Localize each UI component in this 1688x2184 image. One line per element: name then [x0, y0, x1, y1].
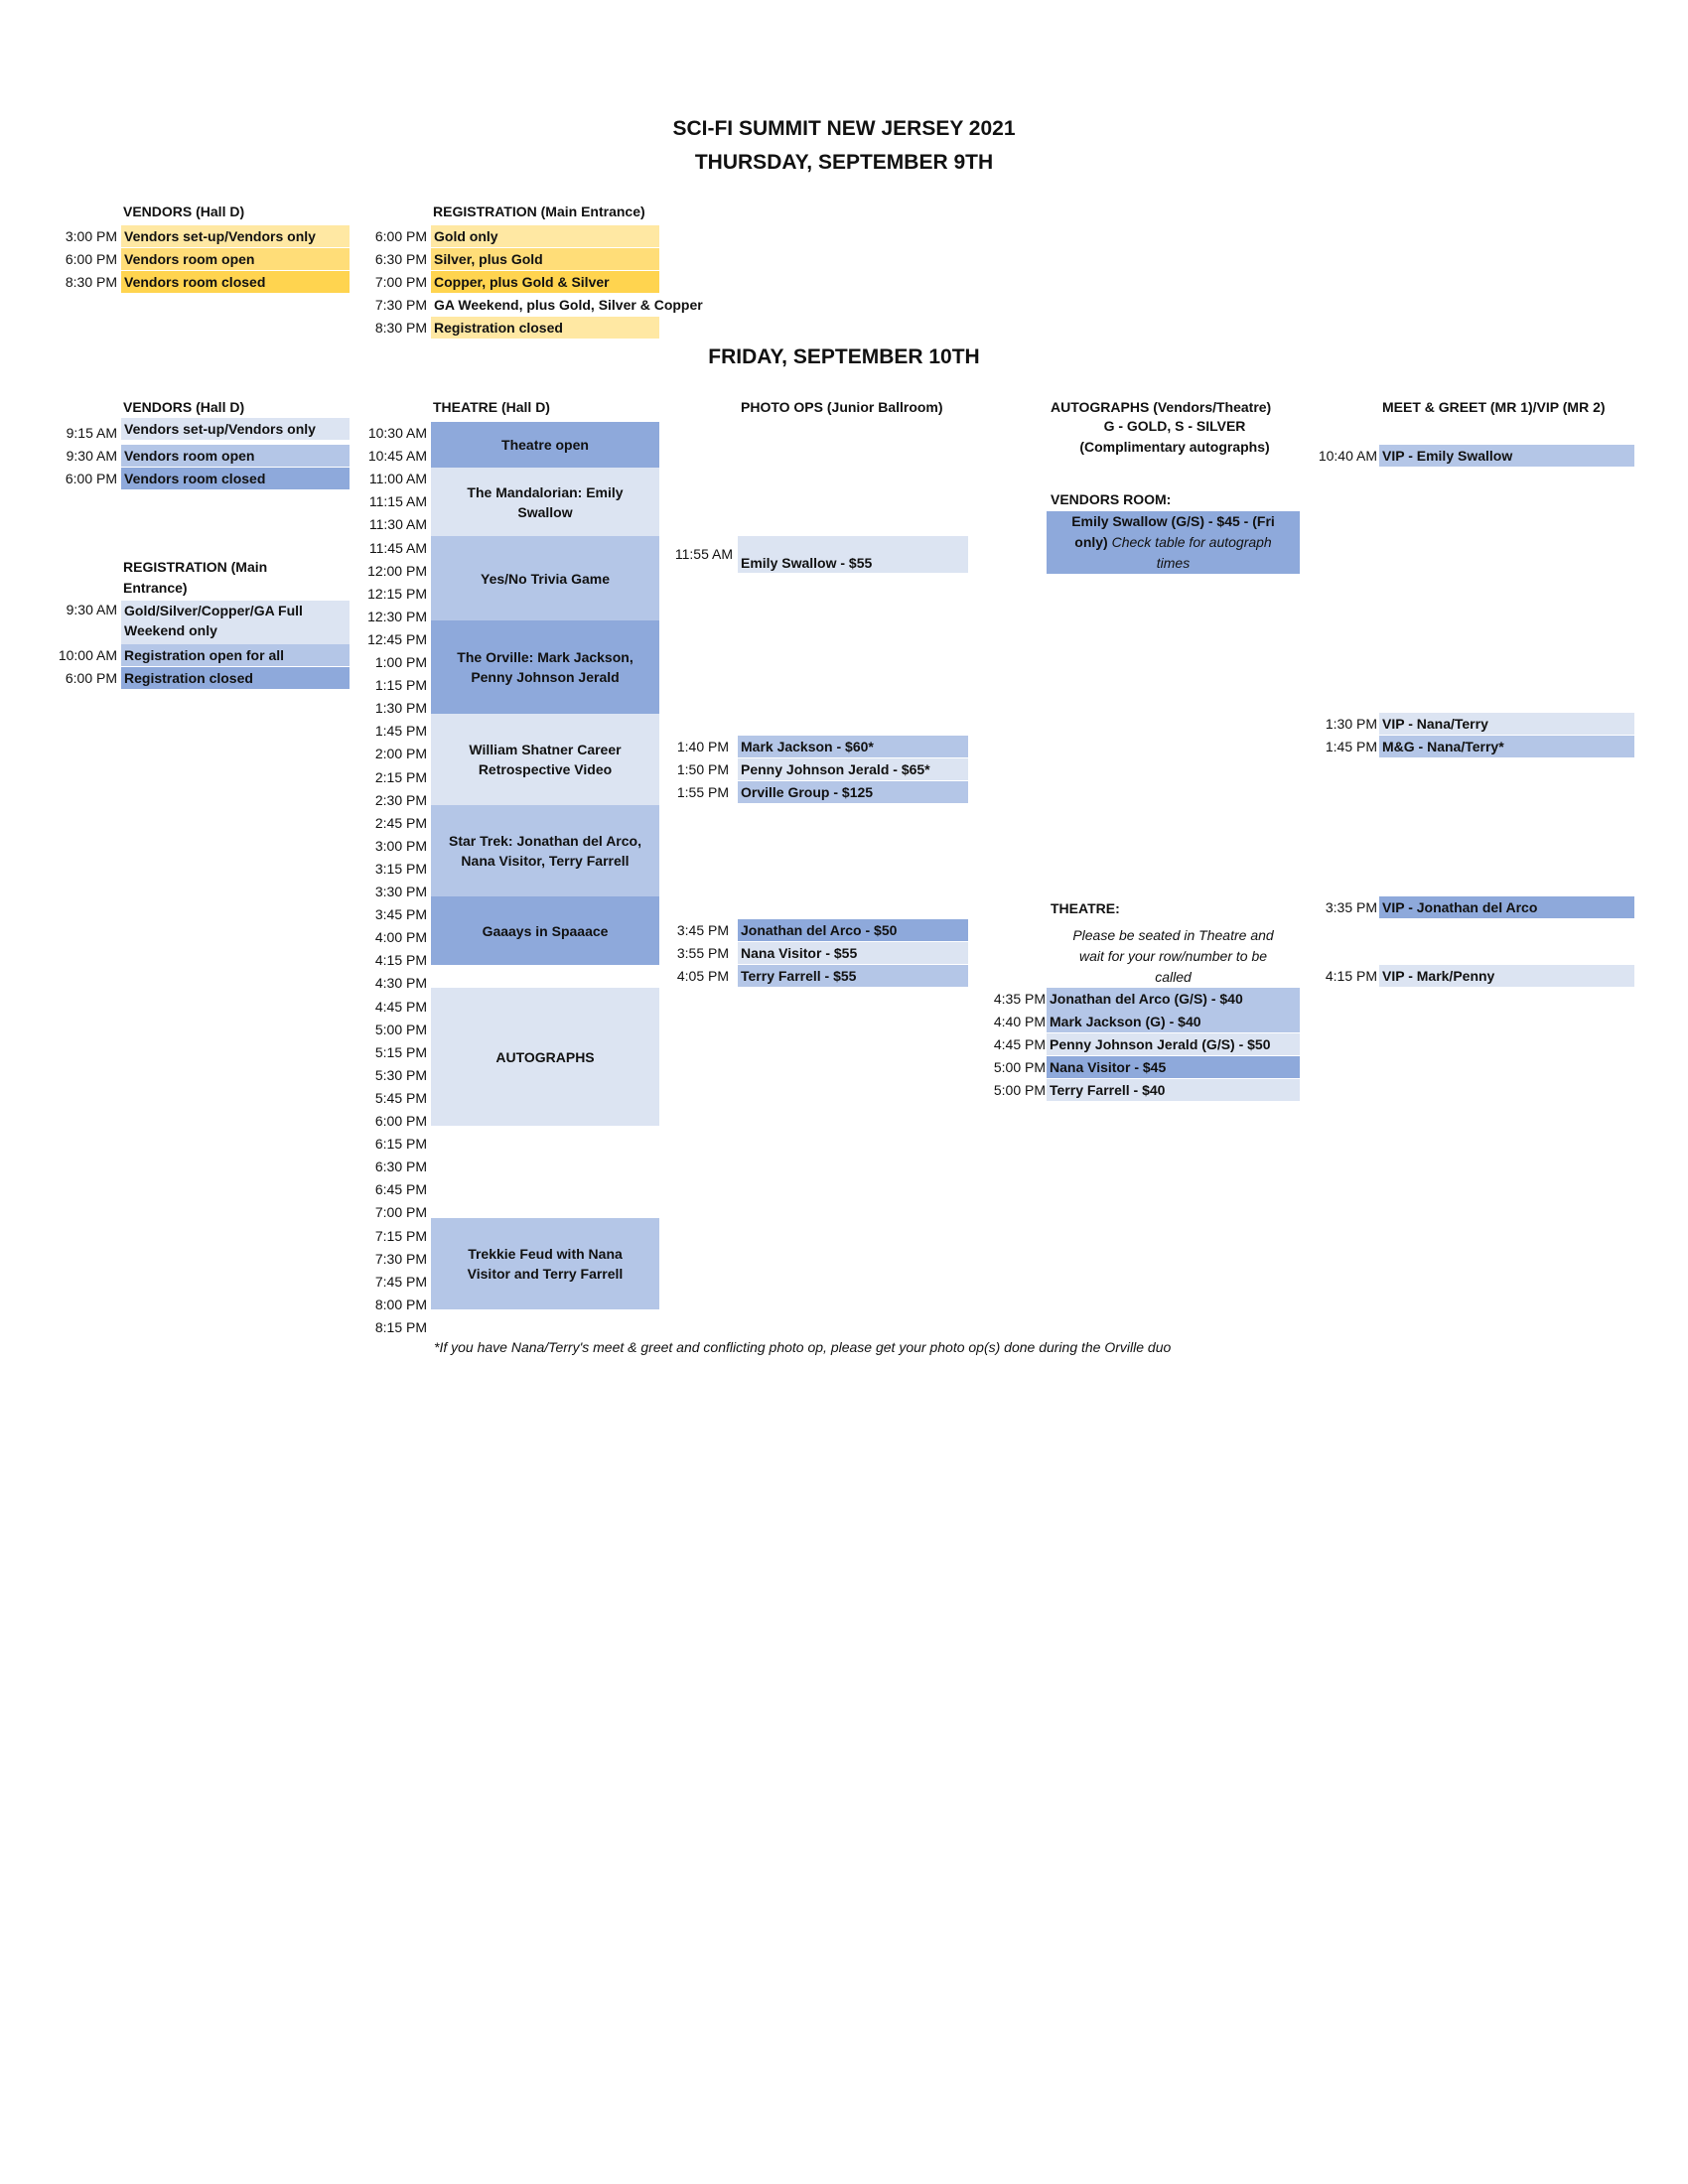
time-label: 3:45 PM — [676, 922, 729, 938]
theatre-event-block — [431, 1218, 659, 1309]
theatre-footnote: *If you have Nana/Terry's meet & greet and conflicting photo op, please get your photo op(s) done during the Orville duo — [434, 1339, 1172, 1355]
theatre-time-label: 12:45 PM — [367, 630, 427, 647]
theatre-event-block — [431, 620, 659, 714]
event-line: The Mandalorian: Emily — [467, 483, 624, 500]
theatre-time-label: 3:30 PM — [374, 884, 427, 899]
thursday-heading: THURSDAY, SEPTEMBER 9TH — [694, 151, 994, 174]
theatre-time-label: 2:15 PM — [374, 768, 427, 785]
time-label: 8:30 PM — [65, 274, 117, 290]
schedule-cell: Registration open for all — [121, 644, 350, 666]
theatre-time-label: 4:15 PM — [374, 952, 427, 969]
theatre-autographs-header: THEATRE: — [1051, 900, 1120, 916]
schedule-cell: Registration closed — [431, 317, 659, 339]
time-label: 4:40 PM — [993, 1014, 1046, 1029]
time-label: 6:00 PM — [65, 251, 117, 267]
schedule-cell: M&G - Nana/Terry* — [1379, 736, 1634, 757]
event-line: Swallow — [517, 503, 573, 520]
theatre-time-label: 7:15 PM — [374, 1227, 427, 1244]
theatre-time-label: 8:00 PM — [374, 1296, 427, 1312]
schedule-cell: Registration closed — [121, 667, 350, 689]
event-line: Theatre open — [501, 437, 589, 453]
theatre-event-block — [431, 988, 659, 1126]
schedule-cell — [121, 601, 350, 644]
theatre-time-label: 11:45 AM — [368, 539, 427, 556]
theatre-time-label: 12:15 PM — [367, 585, 427, 602]
block-line-italic: Check table for autograph — [1107, 534, 1272, 550]
time-label: 1:55 PM — [676, 784, 729, 800]
schedule-cell: Silver, plus Gold — [431, 248, 659, 270]
schedule-cell: VIP - Nana/Terry — [1379, 713, 1634, 735]
autographs-header-line1: AUTOGRAPHS (Vendors/Theatre) — [1051, 399, 1272, 415]
block-line-italic: times — [1156, 555, 1191, 571]
block-line-row — [1071, 532, 1275, 553]
friday-vendors-header: VENDORS (Hall D) — [123, 399, 245, 415]
theatre-time-label: 11:15 AM — [368, 493, 427, 510]
event-line: Star Trek: Jonathan del Arco, — [449, 833, 641, 849]
time-label: 5:00 PM — [993, 1059, 1046, 1075]
theatre-header: THEATRE (Hall D) — [433, 399, 550, 415]
theatre-time-label: 7:45 PM — [374, 1273, 427, 1290]
time-label: 9:15 AM — [66, 425, 117, 441]
time-label: 1:40 PM — [676, 739, 729, 754]
autographs-header-line2: G - GOLD, S - SILVER — [1103, 418, 1246, 434]
time-label: 4:45 PM — [993, 1036, 1046, 1052]
theatre-time-label: 2:30 PM — [374, 791, 427, 808]
schedule-cell-line: Gold/Silver/Copper/GA Full — [124, 603, 303, 618]
event-line: Nana Visitor, Terry Farrell — [461, 853, 630, 869]
thursday-registration-header: REGISTRATION (Main Entrance) — [433, 204, 645, 219]
theatre-time-label: 2:45 PM — [374, 814, 427, 831]
schedule-cell: Orville Group - $125 — [738, 781, 968, 803]
theatre-time-label: 6:00 PM — [374, 1113, 427, 1129]
schedule-cell: VIP - Jonathan del Arco — [1379, 896, 1634, 918]
schedule-cell: Vendors room open — [121, 248, 350, 270]
vendors-room-header: VENDORS ROOM: — [1051, 491, 1172, 507]
event-line: AUTOGRAPHS — [495, 1048, 595, 1065]
theatre-time-label: 4:30 PM — [374, 975, 427, 992]
schedule-cell: Vendors set-up/Vendors only — [121, 225, 350, 247]
schedule-cell: Terry Farrell - $55 — [738, 965, 968, 987]
theatre-time-label: 3:00 PM — [374, 837, 427, 854]
theatre-time-label: 5:00 PM — [374, 1021, 427, 1037]
time-label: 7:00 PM — [374, 274, 427, 290]
note-line: called — [1155, 969, 1192, 985]
event-line: The Orville: Mark Jackson, — [457, 649, 633, 665]
theatre-event-block — [431, 805, 659, 896]
theatre-time-label: 1:00 PM — [374, 654, 427, 670]
schedule-cell: Nana Visitor - $45 — [1047, 1056, 1300, 1078]
time-label: 3:00 PM — [65, 228, 117, 244]
theatre-time-label: 7:00 PM — [374, 1204, 427, 1221]
schedule-cell: Emily Swallow - $55 — [738, 536, 968, 573]
theatre-event-block — [431, 422, 659, 468]
time-label: 3:35 PM — [1325, 899, 1377, 915]
time-label: 3:55 PM — [676, 945, 729, 961]
theatre-time-label: 10:45 AM — [367, 448, 427, 465]
time-label: 1:45 PM — [1325, 739, 1377, 754]
theatre-time-label: 12:30 PM — [367, 608, 427, 624]
schedule-cell: Nana Visitor - $55 — [738, 942, 968, 964]
theatre-autographs-note — [1047, 925, 1300, 988]
schedule-cell: Mark Jackson - $60* — [738, 736, 968, 757]
photo-ops-header: PHOTO OPS (Junior Ballroom) — [741, 399, 943, 415]
autographs-header-line3: (Complimentary autographs) — [1079, 439, 1270, 455]
schedule-cell: Vendors room closed — [121, 271, 350, 293]
theatre-time-label: 6:45 PM — [374, 1181, 427, 1198]
theatre-time-label: 4:00 PM — [374, 929, 427, 946]
theatre-time-label: 6:15 PM — [374, 1136, 427, 1153]
time-label: 5:00 PM — [993, 1082, 1046, 1098]
time-label: 6:00 PM — [374, 228, 427, 244]
theatre-time-label: 11:00 AM — [368, 471, 427, 487]
schedule-cell: Vendors set-up/Vendors only — [121, 418, 350, 440]
time-label: 9:30 AM — [66, 448, 117, 464]
theatre-event-block — [431, 468, 659, 536]
schedule-cell: Vendors room closed — [121, 468, 350, 489]
event-line: Retrospective Video — [478, 761, 613, 777]
time-label: 4:05 PM — [676, 968, 729, 984]
event-line: William Shatner Career — [469, 742, 622, 757]
theatre-time-label: 8:15 PM — [374, 1318, 427, 1335]
note-line: Please be seated in Theatre and — [1072, 927, 1274, 943]
time-label: 6:30 PM — [374, 251, 427, 267]
event-line: Penny Johnson Jerald — [471, 669, 620, 685]
time-label: 4:15 PM — [1325, 968, 1377, 984]
theatre-time-label: 3:15 PM — [374, 860, 427, 877]
time-label: 4:35 PM — [993, 991, 1046, 1007]
event-line: Gaaays in Spaaace — [482, 922, 609, 939]
schedule-cell: Gold only — [431, 225, 659, 247]
theatre-event-block — [431, 536, 659, 620]
theatre-time-label: 1:45 PM — [374, 723, 427, 740]
schedule-cell: Terry Farrell - $40 — [1047, 1079, 1300, 1101]
theatre-time-label: 3:45 PM — [374, 906, 427, 923]
schedule-cell: Penny Johnson Jerald - $65* — [738, 758, 968, 780]
time-label: 8:30 PM — [374, 320, 427, 336]
page-title: SCI-FI SUMMIT NEW JERSEY 2021 — [672, 117, 1016, 140]
schedule-cell: Copper, plus Gold & Silver — [431, 271, 659, 293]
schedule-cell: Jonathan del Arco (G/S) - $40 — [1047, 988, 1300, 1032]
time-label: 1:50 PM — [676, 761, 729, 777]
schedule-cell: GA Weekend, plus Gold, Silver & Copper — [434, 297, 703, 313]
time-label: 10:00 AM — [58, 647, 117, 663]
theatre-time-label: 12:00 PM — [367, 562, 427, 579]
theatre-time-label: 7:30 PM — [374, 1250, 427, 1267]
vendors-room-autograph-block — [1047, 511, 1300, 574]
block-line: only) — [1074, 534, 1108, 550]
theatre-event-block — [431, 714, 659, 805]
friday-heading: FRIDAY, SEPTEMBER 10TH — [708, 345, 980, 368]
schedule-cell-line: Weekend only — [124, 622, 217, 638]
theatre-time-label: 1:15 PM — [374, 677, 427, 694]
theatre-time-label: 1:30 PM — [374, 700, 427, 717]
time-label: 10:40 AM — [1318, 448, 1377, 464]
theatre-time-label: 5:45 PM — [374, 1089, 427, 1106]
schedule-cell: VIP - Mark/Penny — [1379, 965, 1634, 987]
schedule-cell: Vendors room open — [121, 445, 350, 467]
time-label: 11:55 AM — [674, 546, 733, 562]
theatre-time-label: 5:30 PM — [374, 1066, 427, 1083]
event-line: Visitor and Terry Farrell — [467, 1266, 624, 1282]
schedule-cell: Penny Johnson Jerald (G/S) - $50 — [1047, 1033, 1300, 1055]
block-line: Emily Swallow (G/S) - $45 - (Fri — [1071, 513, 1275, 529]
time-label: 1:30 PM — [1325, 716, 1377, 732]
time-label: 7:30 PM — [374, 297, 427, 313]
thursday-vendors-header: VENDORS (Hall D) — [123, 204, 245, 219]
event-line: Yes/No Trivia Game — [481, 570, 610, 587]
friday-registration-header-line2: Entrance) — [123, 580, 188, 596]
schedule-cell: Jonathan del Arco - $50 — [738, 919, 968, 941]
schedule-cell: VIP - Emily Swallow — [1379, 445, 1634, 467]
meet-greet-header: MEET & GREET (MR 1)/VIP (MR 2) — [1382, 399, 1606, 415]
event-line: Trekkie Feud with Nana — [468, 1246, 623, 1262]
note-line: wait for your row/number to be — [1078, 948, 1268, 964]
theatre-time-label: 5:15 PM — [374, 1043, 427, 1060]
theatre-time-label: 4:45 PM — [374, 998, 427, 1015]
theatre-time-label: 6:30 PM — [374, 1159, 427, 1175]
theatre-event-block — [431, 896, 659, 965]
theatre-time-label: 2:00 PM — [374, 746, 427, 762]
time-label: 6:00 PM — [65, 471, 117, 486]
friday-registration-header-line1: REGISTRATION (Main — [123, 559, 268, 575]
time-label: 6:00 PM — [65, 670, 117, 686]
schedule-cell: Mark Jackson (G) - $40 — [1050, 1014, 1201, 1029]
time-label: 9:30 AM — [66, 602, 117, 617]
theatre-time-label: 11:30 AM — [368, 516, 427, 533]
theatre-time-label: 10:30 AM — [367, 425, 427, 441]
